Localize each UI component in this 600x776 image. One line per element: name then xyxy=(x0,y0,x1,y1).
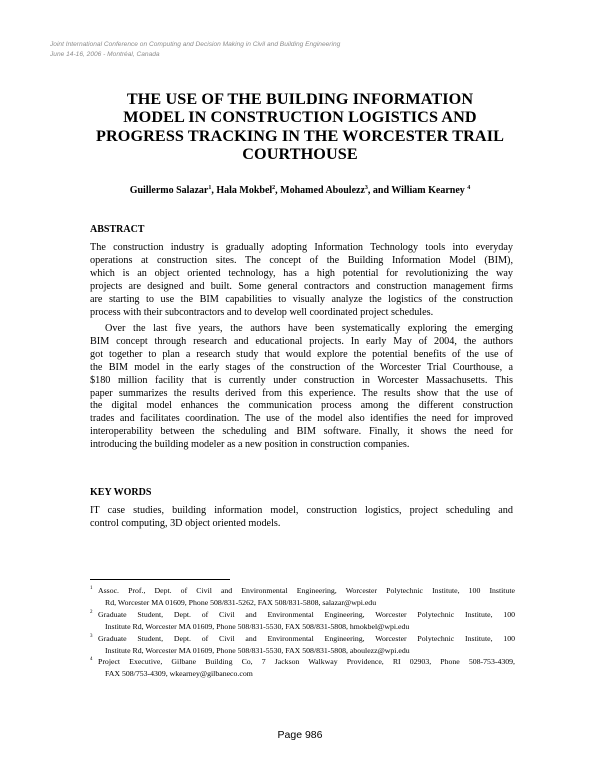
title-line: MODEL IN CONSTRUCTION LOGISTICS AND xyxy=(123,108,477,127)
page-number: Page 986 xyxy=(277,729,323,741)
text-line: got together to plan a research study that would explore the potential benefits of the use of xyxy=(90,348,513,360)
keywords-heading: KEY WORDS xyxy=(90,487,152,498)
keywords-text xyxy=(90,505,513,531)
text-line: IT case studies, building information model, construction logistics, project scheduling and xyxy=(90,505,513,516)
footnote-line: Assoc. Prof., Dept. of Civil and Environmental Engineering, Worcester Polytechnic Institute, 100 Institute xyxy=(98,586,515,595)
footnote-line: Project Executive, Gilbane Building Co, 7 Jackson Walkway Providence, RI 02903, Phone 508-753-4309, xyxy=(98,657,515,667)
text-line: Over the last five years, the authors have been systematically exploring the emerging xyxy=(105,323,513,334)
author-name: Mohamed Aboulezz xyxy=(280,185,365,196)
footnotes xyxy=(90,585,515,680)
conference-name: Joint International Conference on Computing and Decision Making in Civil and Building Engineering xyxy=(50,41,341,48)
footnote-number: 4 xyxy=(90,657,93,663)
abstract-paragraph-2 xyxy=(90,323,513,452)
text-line: The construction industry is gradually adopting Information Technology tools into everyday xyxy=(90,242,513,253)
text-line: the digital model enhances the communication process among the different construction xyxy=(90,400,513,412)
text-line: $180 million facility that is currently under construction in Worcester Massachusetts. This xyxy=(90,374,513,386)
text-line: process with their subcontractors and to develop well coordinated project schedules. xyxy=(90,306,434,318)
author-name: Guillermo Salazar xyxy=(129,185,209,196)
text-line: trades and facilitates coordination. The use of the model also identifies the need for improved xyxy=(90,413,513,425)
author-affiliation-marker: 1 xyxy=(208,185,212,191)
author-separator: , xyxy=(275,185,281,196)
text-line: interoperability between the scheduling and BIM software. Finally, it shows the need for xyxy=(90,426,513,438)
text-line: which is an object oriented technology, has a high potential for revolutionizing the way xyxy=(90,267,513,279)
conference-date-location: June 14-16, 2006 - Montréal, Canada xyxy=(50,51,160,58)
abstract-paragraph-1 xyxy=(90,242,513,319)
footnote-line: Graduate Student, Dept. of Civil and Environmental Engineering, Worcester Polytechnic Institute, 100 xyxy=(98,633,515,643)
title-line: PROGRESS TRACKING IN THE WORCESTER TRAIL xyxy=(95,126,505,145)
text-line: operations at construction sites. The concept of the Building Information Model (BIM), xyxy=(90,254,513,266)
author-list xyxy=(60,185,540,196)
footnote-line: Graduate Student, Dept. of Civil and Environmental Engineering, Worcester Polytechnic Institute, 100 xyxy=(98,609,515,619)
footnote-line: FAX 508/753-4309, wkearney@gilbaneco.com xyxy=(105,669,253,679)
text-line: control computing, 3D object oriented models. xyxy=(90,517,281,529)
footnote-number: 1 xyxy=(90,586,93,591)
footnote-line: Institute Rd, Worcester MA 01609, Phone 508/831-5530, FAX 508/831-5808, hmokbel@wpi.edu xyxy=(105,621,410,631)
text-line: projects are designed and built. Some general contractors and construction management firms xyxy=(90,280,513,292)
conference-header xyxy=(50,40,550,60)
author-affiliation-marker: 2 xyxy=(272,185,276,191)
footnote-2 xyxy=(90,609,515,633)
footnote-divider xyxy=(90,579,230,580)
footnote-4 xyxy=(90,656,515,680)
text-line: are starting to use the BIM capabilities to visually analyze the logistics of the construction xyxy=(90,293,513,305)
author-name: Hala Mokbel xyxy=(216,185,273,196)
author-affiliation-marker: 3 xyxy=(364,185,368,191)
footnote-line: Institute Rd, Worcester MA 01609, Phone 508/831-5530, FAX 508/831-5808, aboulezz@wpi.edu xyxy=(105,645,410,655)
text-line: the BIM model in the early stages of the construction of the Worcester Trial Courthouse, a xyxy=(90,361,513,373)
paper-title xyxy=(70,90,530,164)
author-affiliation-marker: 4 xyxy=(467,185,471,191)
author-name: William Kearney xyxy=(391,185,468,196)
footnote-number: 3 xyxy=(90,633,93,639)
text-line: paper summarizes the results derived from this experience. The results show that the use of xyxy=(90,387,513,399)
text-line: introducing the building modeler as a new position in construction companies. xyxy=(90,439,410,451)
title-line: COURTHOUSE xyxy=(242,145,358,164)
footnote-line: Rd, Worcester MA 01609, Phone 508/831-5262, FAX 508/831-5808, salazar@wpi.edu xyxy=(105,597,377,607)
text-line: BIM concept through research and educational projects. In early May of 2004, the authors xyxy=(90,335,513,347)
author-separator: , xyxy=(211,185,217,196)
abstract-heading: ABSTRACT xyxy=(90,224,145,235)
footnote-1 xyxy=(90,585,515,609)
title-line: THE USE OF THE BUILDING INFORMATION xyxy=(126,90,474,108)
author-separator: , and xyxy=(367,185,392,196)
footnote-3 xyxy=(90,633,515,657)
footnote-number: 2 xyxy=(90,609,93,615)
